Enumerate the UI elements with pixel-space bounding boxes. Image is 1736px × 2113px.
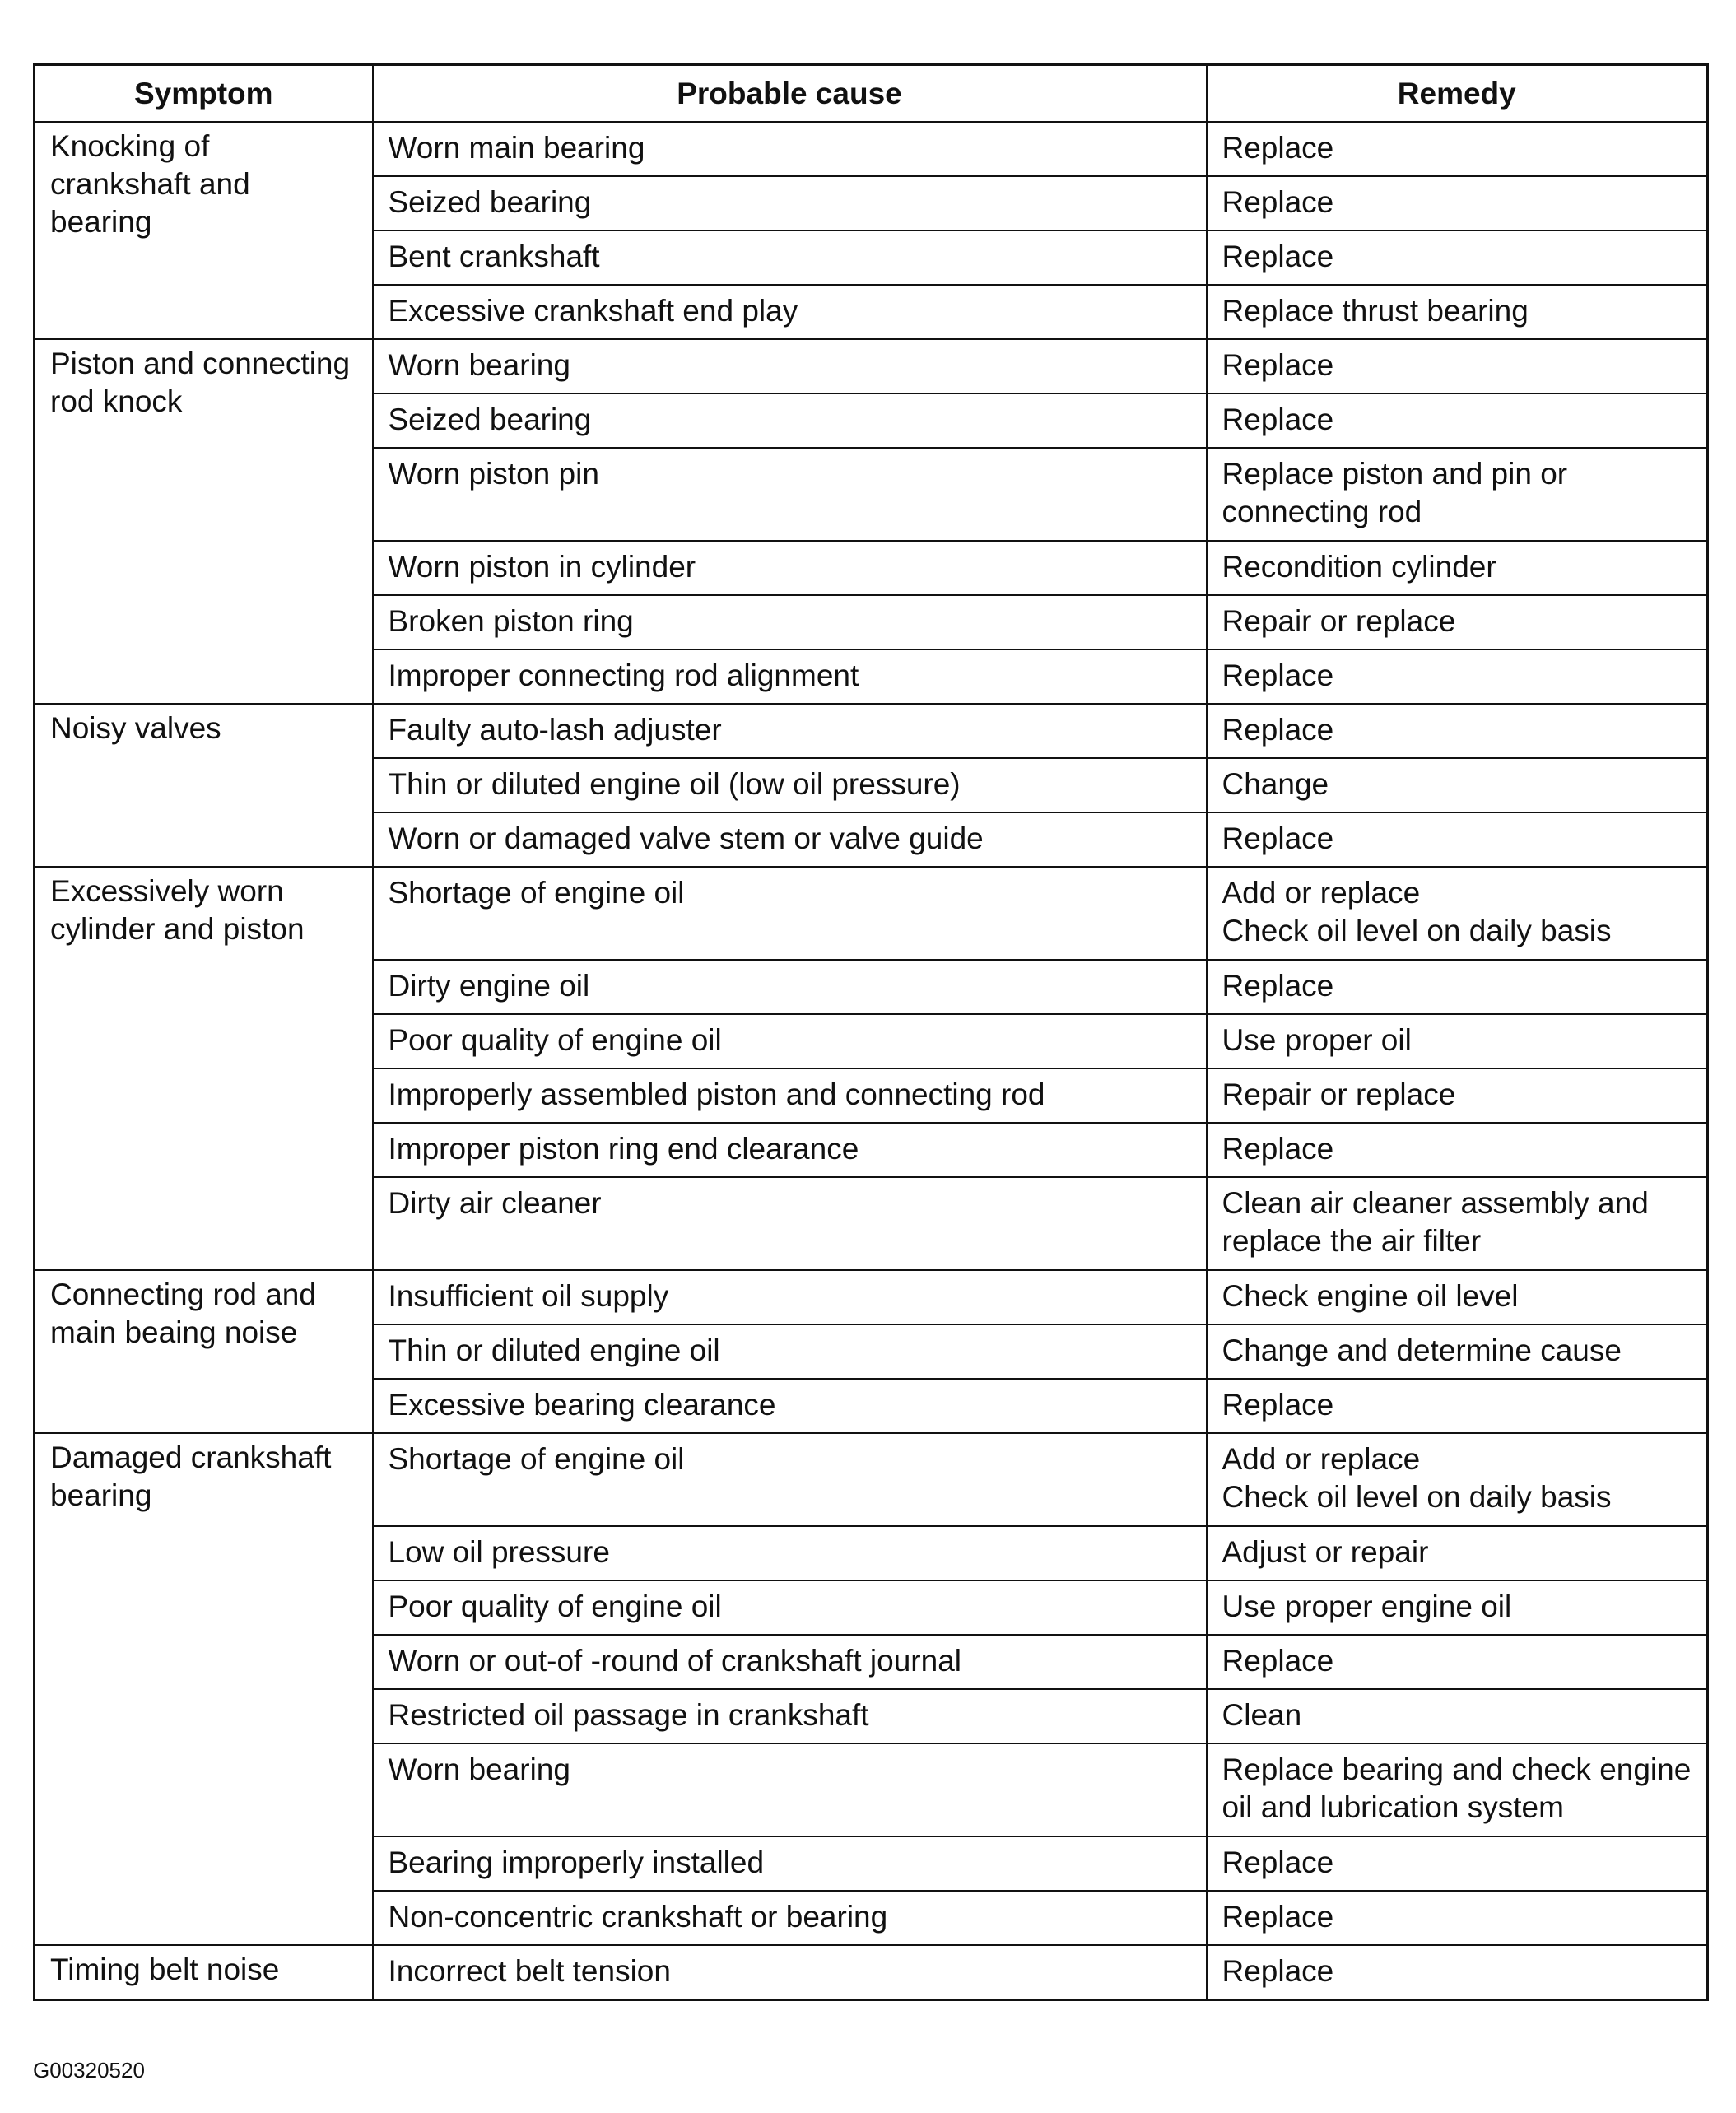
remedy-line: Check oil level on daily basis [1222,1480,1612,1514]
remedy-cell: Replace [1207,649,1708,704]
remedy-cell: Repair or replace [1207,595,1708,649]
probable-cause-cell: Insufficient oil supply [373,1270,1207,1324]
probable-cause-cell: Thin or diluted engine oil [373,1324,1207,1379]
remedy-cell: Replace [1207,1891,1708,1945]
probable-cause-cell: Poor quality of engine oil [373,1580,1207,1635]
probable-cause-cell: Worn bearing [373,339,1207,393]
remedy-cell [1207,1433,1708,1526]
probable-cause-cell: Shortage of engine oil [373,867,1207,960]
remedy-line: Add or replace [1222,1442,1421,1476]
probable-cause-cell: Dirty air cleaner [373,1177,1207,1270]
symptom-header: Symptom [35,65,373,123]
remedy-cell: Replace [1207,339,1708,393]
probable-cause-cell: Worn or out-of -round of crankshaft journal [373,1635,1207,1689]
remedy-cell [1207,867,1708,960]
table-row [35,867,1708,960]
remedy-cell: Replace [1207,1123,1708,1177]
remedy-line: Add or replace [1222,876,1421,910]
probable-cause-cell: Worn or damaged valve stem or valve guide [373,812,1207,867]
probable-cause-cell: Broken piston ring [373,595,1207,649]
probable-cause-header: Probable cause [373,65,1207,123]
probable-cause-cell: Dirty engine oil [373,960,1207,1014]
table-row [35,1433,1708,1526]
probable-cause-cell: Bearing improperly installed [373,1836,1207,1891]
remedy-cell: Replace [1207,704,1708,758]
remedy-cell: Repair or replace [1207,1068,1708,1123]
probable-cause-cell: Worn bearing [373,1743,1207,1836]
remedy-cell: Recondition cylinder [1207,541,1708,595]
remedy-cell: Replace [1207,230,1708,285]
probable-cause-cell: Worn piston pin [373,448,1207,541]
probable-cause-cell: Seized bearing [373,176,1207,230]
probable-cause-cell: Excessive crankshaft end play [373,285,1207,339]
table-row [35,704,1708,758]
probable-cause-cell: Restricted oil passage in crankshaft [373,1689,1207,1743]
symptom-cell: Damaged crankshaft bearing [35,1433,373,1945]
table-row [35,1270,1708,1324]
figure-code: G00320520 [33,2058,145,2083]
remedy-cell: Use proper oil [1207,1014,1708,1068]
table-body [35,122,1708,1999]
remedy-cell: Replace bearing and check engine oil and lubrication system [1207,1743,1708,1836]
remedy-cell: Change [1207,758,1708,812]
remedy-cell: Use proper engine oil [1207,1580,1708,1635]
remedy-cell: Clean [1207,1689,1708,1743]
remedy-cell: Replace [1207,812,1708,867]
remedy-cell: Replace [1207,1945,1708,1999]
probable-cause-cell: Improperly assembled piston and connecting rod [373,1068,1207,1123]
remedy-cell: Check engine oil level [1207,1270,1708,1324]
remedy-cell: Replace [1207,393,1708,448]
probable-cause-cell: Shortage of engine oil [373,1433,1207,1526]
table-row [35,1945,1708,1999]
table-row [35,339,1708,393]
probable-cause-cell: Excessive bearing clearance [373,1379,1207,1433]
probable-cause-cell: Thin or diluted engine oil (low oil pressure) [373,758,1207,812]
remedy-cell: Replace [1207,1379,1708,1433]
remedy-header: Remedy [1207,65,1708,123]
remedy-cell: Replace piston and pin or connecting rod [1207,448,1708,541]
remedy-cell: Adjust or repair [1207,1526,1708,1580]
symptom-cell: Knocking of crankshaft and bearing [35,122,373,339]
probable-cause-cell: Poor quality of engine oil [373,1014,1207,1068]
probable-cause-cell: Improper connecting rod alignment [373,649,1207,704]
remedy-cell: Replace [1207,1836,1708,1891]
remedy-cell: Replace [1207,1635,1708,1689]
symptom-cell: Timing belt noise [35,1945,373,1999]
remedy-line: Check oil level on daily basis [1222,914,1612,947]
header-row [35,65,1708,123]
probable-cause-cell: Faulty auto-lash adjuster [373,704,1207,758]
remedy-cell: Replace [1207,960,1708,1014]
symptom-cell: Piston and connecting rod knock [35,339,373,704]
probable-cause-cell: Incorrect belt tension [373,1945,1207,1999]
probable-cause-cell: Worn piston in cylinder [373,541,1207,595]
remedy-cell: Replace [1207,176,1708,230]
remedy-cell: Replace thrust bearing [1207,285,1708,339]
remedy-cell: Replace [1207,122,1708,176]
probable-cause-cell: Worn main bearing [373,122,1207,176]
probable-cause-cell: Low oil pressure [373,1526,1207,1580]
table-row [35,122,1708,176]
probable-cause-cell: Non-concentric crankshaft or bearing [373,1891,1207,1945]
remedy-cell: Change and determine cause [1207,1324,1708,1379]
symptom-cell: Connecting rod and main beaing noise [35,1270,373,1433]
remedy-cell: Clean air cleaner assembly and replace the air filter [1207,1177,1708,1270]
probable-cause-cell: Seized bearing [373,393,1207,448]
troubleshooting-table [33,63,1709,2001]
symptom-cell: Noisy valves [35,704,373,867]
troubleshooting-document [33,63,1706,2001]
probable-cause-cell: Improper piston ring end clearance [373,1123,1207,1177]
symptom-cell: Excessively worn cylinder and piston [35,867,373,1270]
probable-cause-cell: Bent crankshaft [373,230,1207,285]
